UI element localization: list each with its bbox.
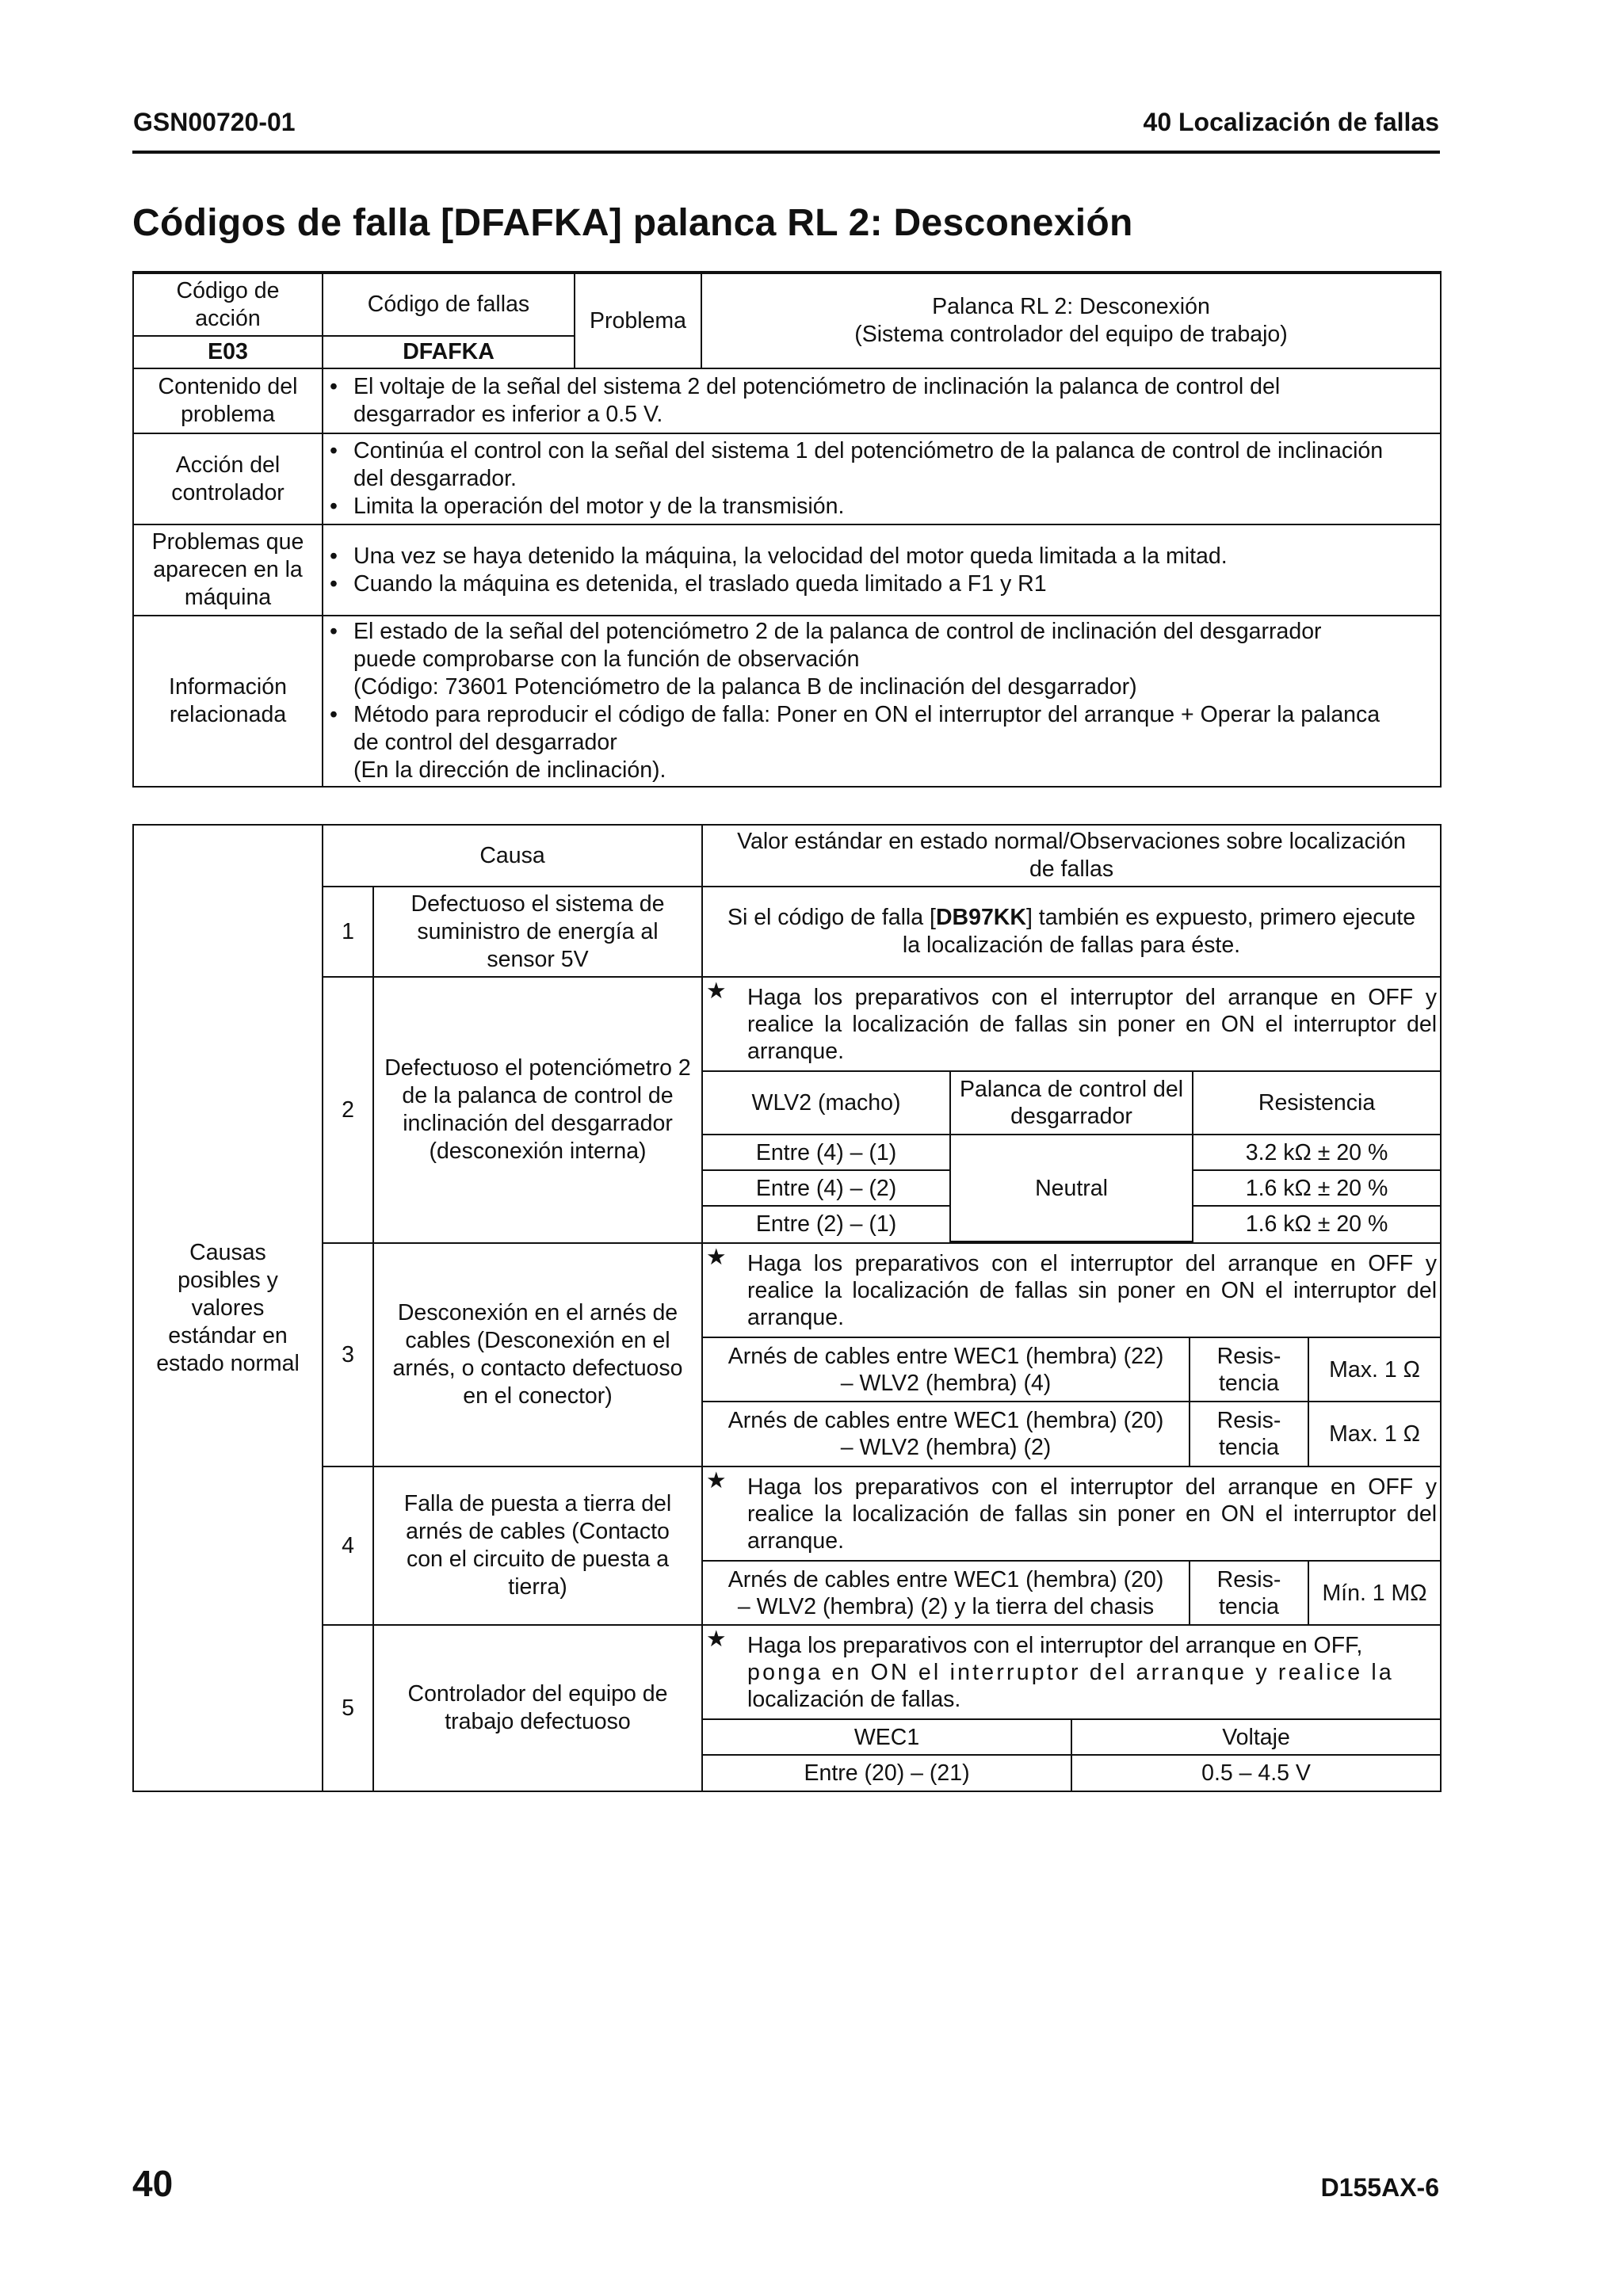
between-cell: Entre (4) – (2) [703, 1170, 950, 1206]
star-note: ★ Haga los preparativos con el interruptor del arranque en OFF y realice la localización de fallas sin poner en ON el interruptor del arranque. [703, 978, 1440, 1071]
cause-number: 5 [323, 1625, 373, 1791]
causes-table [132, 824, 1442, 1792]
column-header: WEC1 [703, 1719, 1071, 1755]
fault-info-table [132, 271, 1442, 788]
cause-5-subtable [703, 1626, 1440, 1791]
resistance-label: Resis-tencia [1190, 1402, 1308, 1466]
action-code: E03 [133, 336, 323, 368]
resistance-value: Max. 1 Ω [1308, 1402, 1440, 1466]
cause-text: Controlador del equipo de trabajo defectuoso [373, 1625, 702, 1791]
star-note: ★ Haga los preparativos con el interruptor del arranque en OFF y realice la localización de fallas sin poner en ON el interruptor del arranque. [703, 1244, 1440, 1337]
contenido-content [323, 368, 1441, 433]
fault-code-label: Código de fallas [323, 273, 575, 336]
cause-1-note: Si el código de falla [DB97KK] también es expuesto, primero ejecute la localización de fallas para éste. [702, 887, 1441, 977]
valor-header: Valor estándar en estado normal/Observaciones sobre localización de fallas [702, 825, 1441, 887]
cause-4-subtable [703, 1467, 1440, 1624]
star-note: ★ Haga los preparativos con el interruptor del arranque en OFF y realice la localización de fallas sin poner en ON el interruptor del arranque. [703, 1467, 1440, 1561]
problemas-item-1: • Una vez se haya detenido la máquina, la velocidad del motor queda limitada a la mitad. [330, 543, 1434, 570]
info-content [323, 616, 1441, 787]
page-number: 40 [132, 2163, 174, 2204]
header-rule [132, 151, 1440, 154]
harness-cell: Arnés de cables entre WEC1 (hembra) (22) – WLV2 (hembra) (4) [703, 1337, 1190, 1402]
resistance-value: Max. 1 Ω [1308, 1337, 1440, 1402]
cause-number: 4 [323, 1466, 373, 1625]
document-code: GSN00720-01 [133, 108, 296, 136]
resistance-value: 1.6 kΩ ± 20 % [1193, 1206, 1440, 1241]
cause-number: 2 [323, 977, 373, 1243]
column-header: Palanca de control del desgarrador [950, 1071, 1193, 1135]
resistance-label: Resis-tencia [1190, 1561, 1308, 1624]
voltage-value: 0.5 – 4.5 V [1071, 1755, 1440, 1791]
star-icon: ★ [706, 978, 727, 1004]
action-code-label: Código de acción [133, 273, 323, 336]
info-item-2: • Método para reproducir el código de falla: Poner en ON el interruptor del arranque + Operar la palanca de control del desgarrador (En la dirección de inclinación). [330, 701, 1434, 784]
accion-label: Acción del controlador [133, 433, 323, 524]
resistance-value: 3.2 kΩ ± 20 % [1193, 1135, 1440, 1170]
star-icon: ★ [706, 1245, 727, 1270]
cause-3-subtable [703, 1244, 1440, 1466]
harness-cell: Arnés de cables entre WEC1 (hembra) (20) – WLV2 (hembra) (2) [703, 1402, 1190, 1466]
cause-2-detail [702, 977, 1441, 1243]
star-icon: ★ [706, 1627, 727, 1652]
info-item-1: • El estado de la señal del potenciómetro 2 de la palanca de control de inclinación del desgarrador puede comprobarse con la función de observación (Código: 73601 Potenciómetro de la palanca B de inclinación del desgarrador) [330, 618, 1434, 701]
cause-5-detail [702, 1625, 1441, 1791]
info-label: Información relacionada [133, 616, 323, 787]
problem-description [701, 273, 1441, 368]
problemas-content [323, 524, 1441, 616]
causes-left-label: Causas posibles y valores estándar en estado normal [133, 825, 323, 1791]
problem-text-1: Palanca RL 2: Desconexión [932, 294, 1210, 319]
between-cell: Entre (2) – (1) [703, 1206, 950, 1241]
resistance-value: 1.6 kΩ ± 20 % [1193, 1170, 1440, 1206]
harness-cell: Arnés de cables entre WEC1 (hembra) (20) – WLV2 (hembra) (2) y la tierra del chasis [703, 1561, 1190, 1624]
contenido-label: Contenido del problema [133, 368, 323, 433]
cause-4-detail [702, 1466, 1441, 1625]
page-title: Códigos de falla [DFAFKA] palanca RL 2: Desconexión [132, 202, 1133, 244]
accion-content [323, 433, 1441, 524]
contenido-item: • El voltaje de la señal del sistema 2 del potenciómetro de inclinación la palanca de control del desgarrador es inferior a 0.5 V. [330, 373, 1434, 429]
cause-number: 3 [323, 1243, 373, 1466]
between-cell: Entre (4) – (1) [703, 1135, 950, 1170]
neutral-cell: Neutral [950, 1135, 1193, 1241]
column-header: Resistencia [1193, 1071, 1440, 1135]
section-title: 40 Localización de fallas [1143, 108, 1439, 136]
causa-header: Causa [323, 825, 702, 887]
cause-text: Desconexión en el arnés de cables (Desconexión en el arnés, o contacto defectuoso en el conector) [373, 1243, 702, 1466]
star-icon: ★ [706, 1468, 727, 1493]
machine-model: D155AX-6 [1320, 2173, 1439, 2202]
accion-item-2: • Limita la operación del motor y de la transmisión. [330, 493, 1434, 521]
resistance-label: Resis-tencia [1190, 1337, 1308, 1402]
between-cell: Entre (20) – (21) [703, 1755, 1071, 1791]
cause-3-detail [702, 1243, 1441, 1466]
problemas-item-2: • Cuando la máquina es detenida, el traslado queda limitado a F1 y R1 [330, 570, 1434, 598]
cause-2-subtable [703, 978, 1440, 1242]
star-note: ★ Haga los preparativos con el interruptor del arranque en OFF, ponga en ON el interruptor del arranque y realice la localización de fallas. [703, 1626, 1440, 1719]
cause-number: 1 [323, 887, 373, 977]
problem-text-2: (Sistema controlador del equipo de trabajo) [854, 322, 1288, 347]
cause-text: Defectuoso el potenciómetro 2 de la palanca de control de inclinación del desgarrador (desconexión interna) [373, 977, 702, 1243]
problem-label: Problema [575, 273, 701, 368]
cause-text: Defectuoso el sistema de suministro de energía al sensor 5V [373, 887, 702, 977]
accion-item-1: • Continúa el control con la señal del sistema 1 del potenciómetro de la palanca de control de inclinación del desgarrador. [330, 437, 1434, 493]
column-header: Voltaje [1071, 1719, 1440, 1755]
problemas-label: Problemas que aparecen en la máquina [133, 524, 323, 616]
cause-text: Falla de puesta a tierra del arnés de cables (Contacto con el circuito de puesta a tierra) [373, 1466, 702, 1625]
fault-code: DFAFKA [323, 336, 575, 368]
resistance-value: Mín. 1 MΩ [1308, 1561, 1440, 1624]
column-header: WLV2 (macho) [703, 1071, 950, 1135]
